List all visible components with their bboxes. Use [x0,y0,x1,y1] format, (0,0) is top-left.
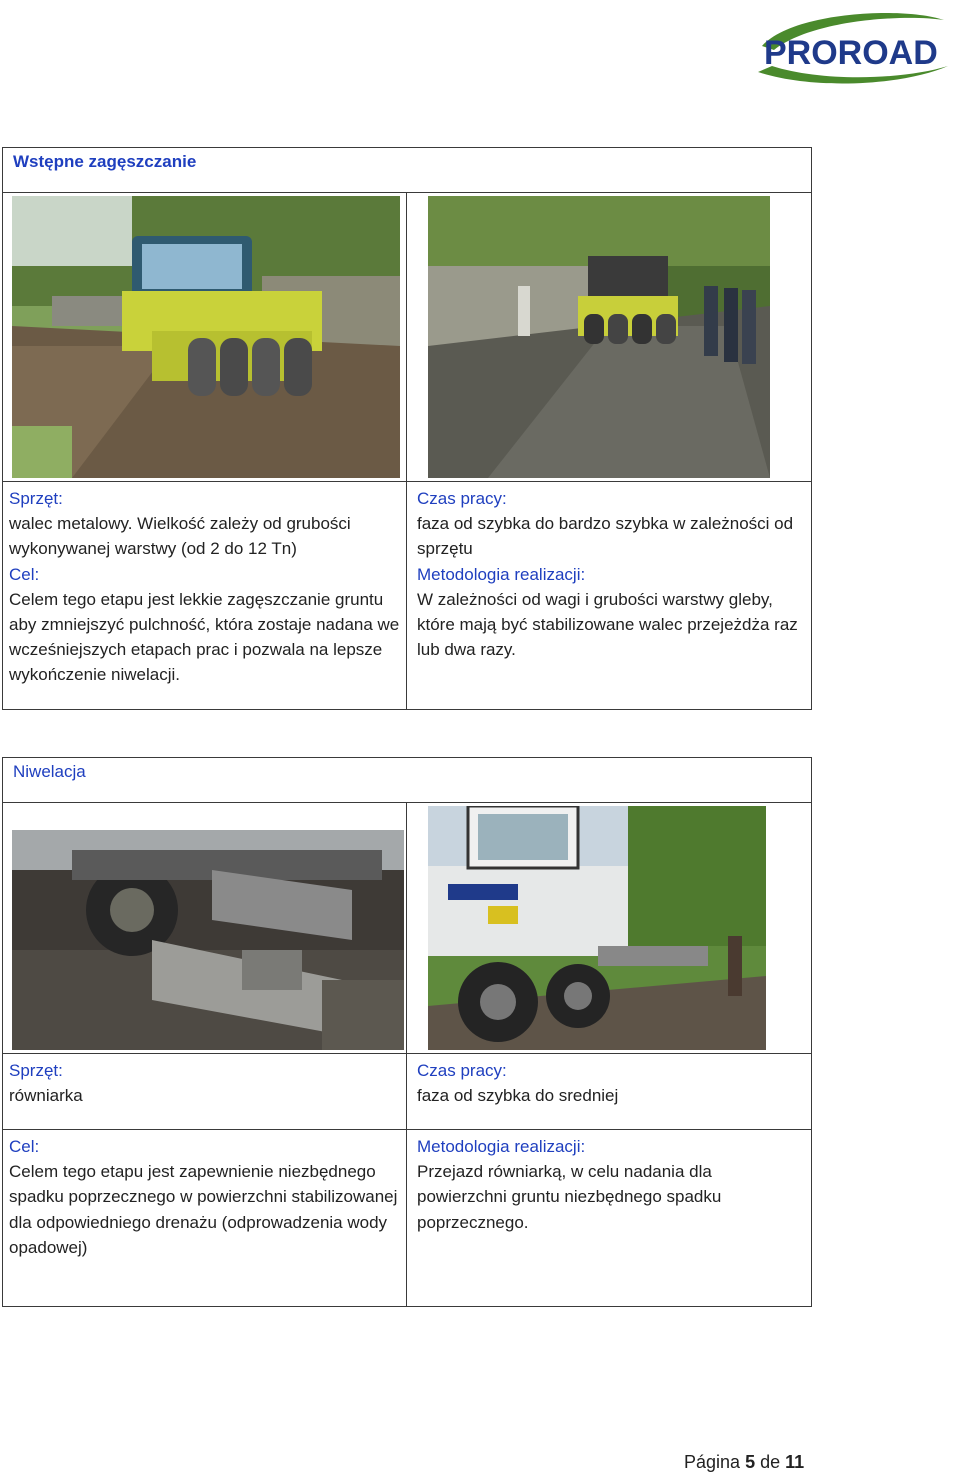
method-text: W zależności od wagi i grubości warstwy gleby, które mają być stabilizowane walec przejeżdża raz lub dwa razy. [417,589,798,660]
section2-goal-cell [2,1129,408,1307]
section1-equipment-cell [2,481,408,710]
section2-method-cell [406,1129,812,1307]
time-text-2: faza od szybka do sredniej [417,1086,619,1106]
section1-title: Wstępne zagęszczanie [13,152,197,171]
page-of: de [760,1452,781,1472]
method-label: Metodologia realizacji: [417,564,586,584]
roller-photo-left [12,196,400,478]
goal-text-2: Celem tego etapu jest zapewnienie niezbędnego spadku poprzecznego w powierzchni stabilizowanej dla odpowiedniego drenażu (odprowadzenia wody opadowej) [9,1162,398,1257]
equipment-label: Sprzęt: [9,489,63,508]
page-current: 5 [745,1452,756,1472]
grader-photo-left [12,830,404,1050]
goal-text: Celem tego etapu jest lekkie zagęszczanie gruntu aby zmniejszyć pulchność, która zostaje nadana we wcześniejszych etapach prac i pozwala na lepsze wykończenie niwelacji. [9,589,400,685]
page-total: 11 [785,1452,805,1472]
section2-equipment-cell [2,1053,408,1130]
logo-text: PROROAD [764,34,938,72]
goal-label-2: Cel: [9,1137,40,1156]
section2-title-cell [2,757,812,803]
proroad-logo [752,6,952,88]
goal-label: Cel: [9,564,40,584]
method-label-2: Metodologia realizacji: [417,1137,586,1156]
time-label-2: Czas pracy: [417,1061,507,1080]
page-number [684,1452,804,1473]
grader-photo-right [428,806,766,1050]
time-text: faza od szybka do bardzo szybka w zależności od sprzętu [417,514,794,559]
roller-photo-right [428,196,770,478]
logo-swoosh-icon [752,6,952,88]
equipment-text-2: równiarka [9,1086,83,1106]
time-label: Czas pracy: [417,489,507,508]
section2-time-cell [406,1053,812,1130]
equipment-label-2: Sprzęt: [9,1061,63,1080]
page-prefix: Página [684,1452,741,1472]
method-text-2: Przejazd równiarką, w celu nadania dla powierzchni gruntu niezbędnego spadku poprzecznego. [417,1162,722,1232]
section1-time-cell [406,481,812,710]
equipment-text: walec metalowy. Wielkość zależy od grubości wykonywanej warstwy (od 2 do 12 Tn) [9,514,351,559]
section2-title: Niwelacja [13,762,86,781]
section1-title-cell [2,147,812,193]
